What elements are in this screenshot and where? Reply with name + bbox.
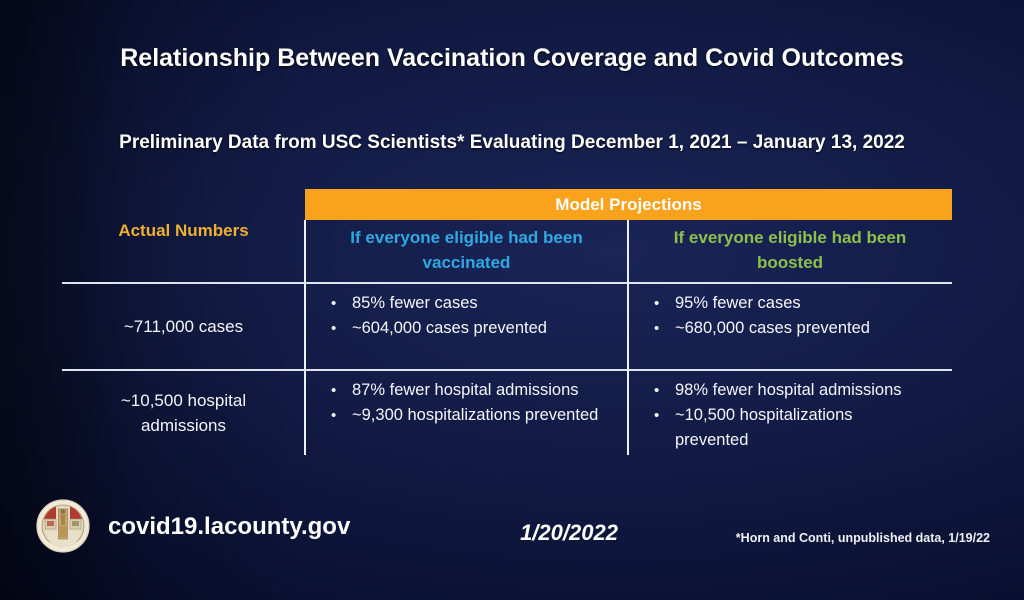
table-row-admissions-actual: ~10,500 hospital admissions bbox=[120, 391, 247, 435]
slide-date: 1/20/2022 bbox=[520, 520, 618, 545]
actual-numbers-header: Actual Numbers bbox=[118, 221, 249, 240]
list-item: • 85% fewer cases bbox=[305, 291, 605, 316]
slide-subtitle: Preliminary Data from USC Scientists* Evaluating December 1, 2021 – January 13, 2022 bbox=[119, 132, 905, 153]
list-item: • ~604,000 cases prevented bbox=[305, 316, 605, 341]
table-row-admissions-vaccinated bbox=[305, 378, 628, 428]
list-item: • 98% fewer hospital admissions bbox=[628, 378, 928, 403]
table-row-cases-vaccinated bbox=[305, 291, 628, 341]
list-item: • 87% fewer hospital admissions bbox=[305, 378, 605, 403]
model-projections-header: Model Projections bbox=[305, 189, 952, 220]
list-item: • ~680,000 cases prevented bbox=[628, 316, 928, 341]
column-header-boosted-label: If everyone eligible had been boosted bbox=[673, 228, 907, 272]
list-item: • ~9,300 hospitalizations prevented bbox=[305, 403, 605, 428]
table-row-admissions-boosted bbox=[628, 378, 952, 453]
source-footnote: *Horn and Conti, unpublished data, 1/19/22 bbox=[735, 531, 990, 545]
slide-title: Relationship Between Vaccination Coverage and Covid Outcomes bbox=[120, 44, 904, 72]
list-item: • 95% fewer cases bbox=[628, 291, 928, 316]
table-row-cases-actual: ~711,000 cases bbox=[123, 317, 244, 336]
column-header-vaccinated bbox=[305, 220, 628, 282]
table-row-cases-boosted bbox=[628, 291, 952, 341]
list-item: • ~10,500 hospitalizations prevented bbox=[628, 403, 928, 453]
column-header-vaccinated-label: If everyone eligible had been vaccinated bbox=[350, 228, 583, 272]
covid19-lacounty-link[interactable]: covid19.lacounty.gov bbox=[108, 513, 351, 540]
column-header-boosted bbox=[628, 220, 952, 282]
la-county-seal-icon bbox=[36, 499, 90, 553]
